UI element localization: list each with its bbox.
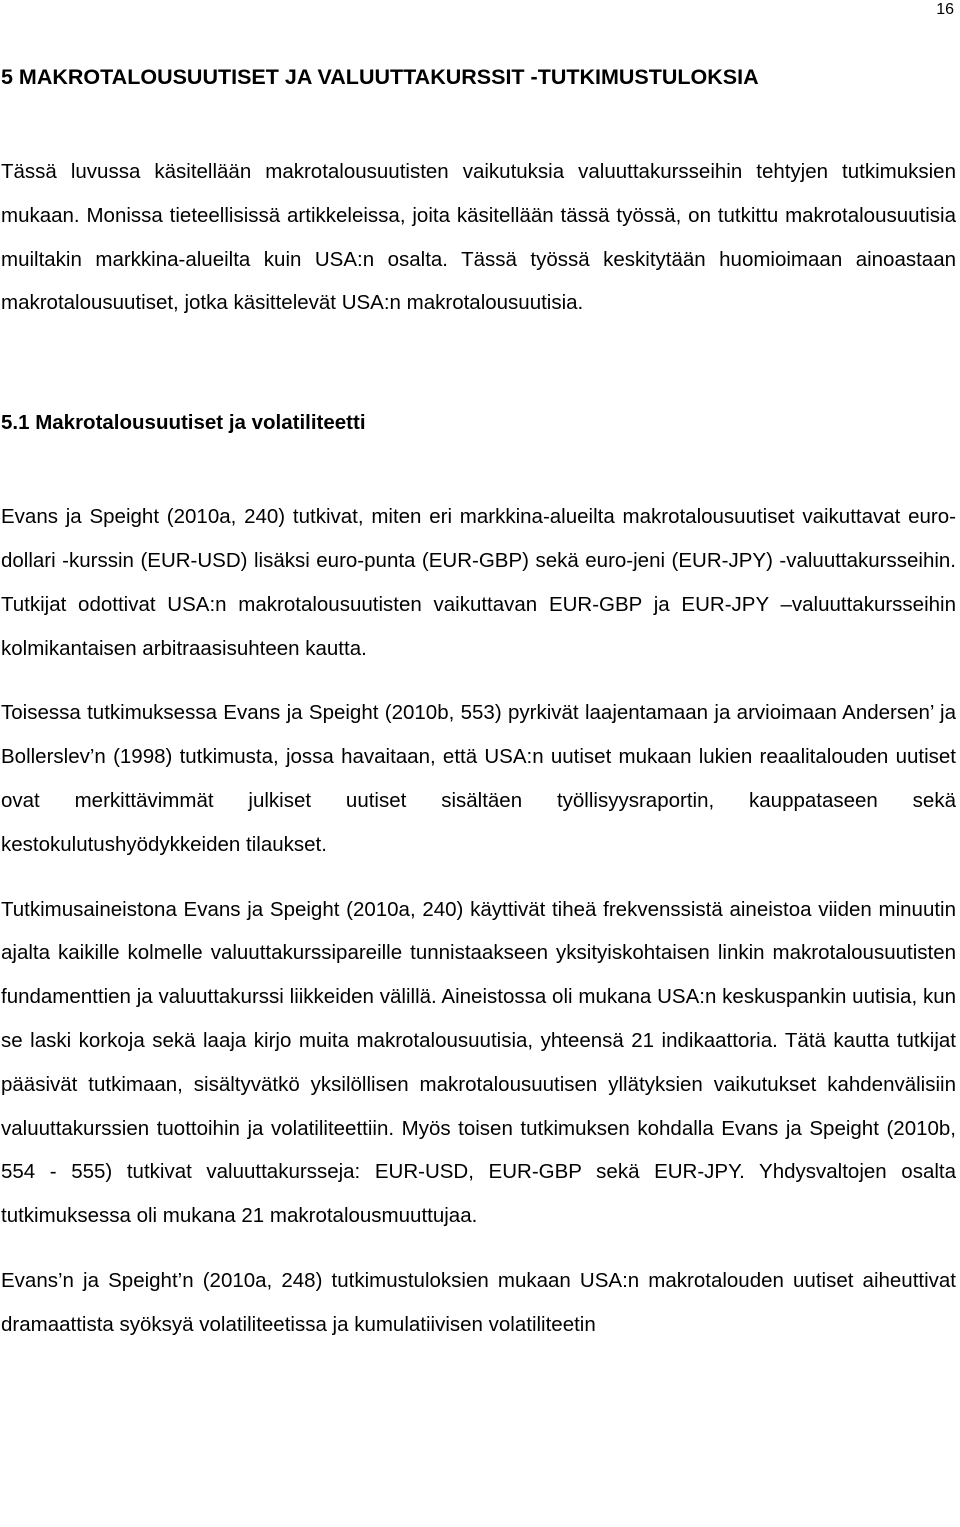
paragraph-research-results: Evans’n ja Speight’n (2010a, 248) tutkimustuloksien mukaan USA:n makrotalouden uutiset aiheuttivat dramaattista syöksyä volatiliteetissa ja kumulatiivisen volatiliteetin	[1, 1268, 956, 1336]
subsection-heading: 5.1 Makrotalousuutiset ja volatiliteetti	[1, 411, 366, 435]
section-intro-paragraph: Tässä luvussa käsitellään makrotalousuutisten vaikutuksia valuuttakursseihin tehtyjen tutkimuksien mukaan. Monissa tieteellisissä artikkeleissa, joita käsitellään tässä työssä, on tutkittu makrotalousuutisia muiltakin markkina-alueilta kuin USA:n osalta. Tässä työssä keskitytään huomioimaan ainoastaan makrotalousuutiset, jotka käsittelevät USA:n makrotalousuutisia.	[1, 160, 956, 315]
document-body	[1, 62, 956, 1368]
paragraph-evans-speight-2010b: Toisessa tutkimuksessa Evans ja Speight (2010b, 553) pyrkivät laajentamaan ja arvioimaan Andersen’ ja Bollerslev’n (1998) tutkimusta, jossa havaitaan, että USA:n uutiset mukaan lukien reaalitalouden uutiset ovat merkittävimmät julkiset uutiset sisältäen työllisyysraportin, kauppataseen sekä kestokulutushyödykkeiden tilaukset.	[1, 701, 956, 856]
section-heading: 5 MAKROTALOUSUUTISET JA VALUUTTAKURSSIT -TUTKIMUSTULOKSIA	[1, 65, 759, 89]
page-number: 16	[936, 1, 954, 18]
paragraph-research-data: Tutkimusaineistona Evans ja Speight (2010a, 240) käyttivät tiheä frekvenssistä aineistoa viiden minuutin ajalta kaikille kolmelle valuuttakurssipareille tunnistaakseen yksityiskohtaisen linkin makrotalousuutisten fundamenttien ja valuuttakurssi liikkeiden välillä. Aineistossa oli mukana USA:n keskuspankin uutisia, kun se laski korkoja sekä laaja kirjo muita makrotalousuutisia, yhteensä 21 indikaattoria. Tätä kautta tutkijat pääsivät tutkimaan, sisältyvätkö yksilöllisen makrotalousuutisen yllätyksien vaikutukset kahdenvälisiin valuuttakurssien tuottoihin ja volatiliteettiin. Myös toisen tutkimuksen kohdalla Evans ja Speight (2010b, 554 - 555) tutkivat valuuttakursseja: EUR-USD, EUR-GBP sekä EUR-JPY. Yhdysvaltojen osalta tutkimuksessa oli mukana 21 makrotalousmuuttujaa.	[1, 897, 956, 1228]
paragraph-evans-speight-2010a: Evans ja Speight (2010a, 240) tutkivat, miten eri markkina-alueilta makrotalousuutiset vaikuttavat euro-dollari -kurssin (EUR-USD) lisäksi euro-punta (EUR-GBP) sekä euro-jeni (EUR-JPY) -valuuttakursseihin. Tutkijat odottivat USA:n makrotalousuutisten vaikuttavan EUR-GBP ja EUR-JPY –valuuttakursseihin kolmikantaisen arbitraasisuhteen kautta.	[1, 505, 956, 660]
